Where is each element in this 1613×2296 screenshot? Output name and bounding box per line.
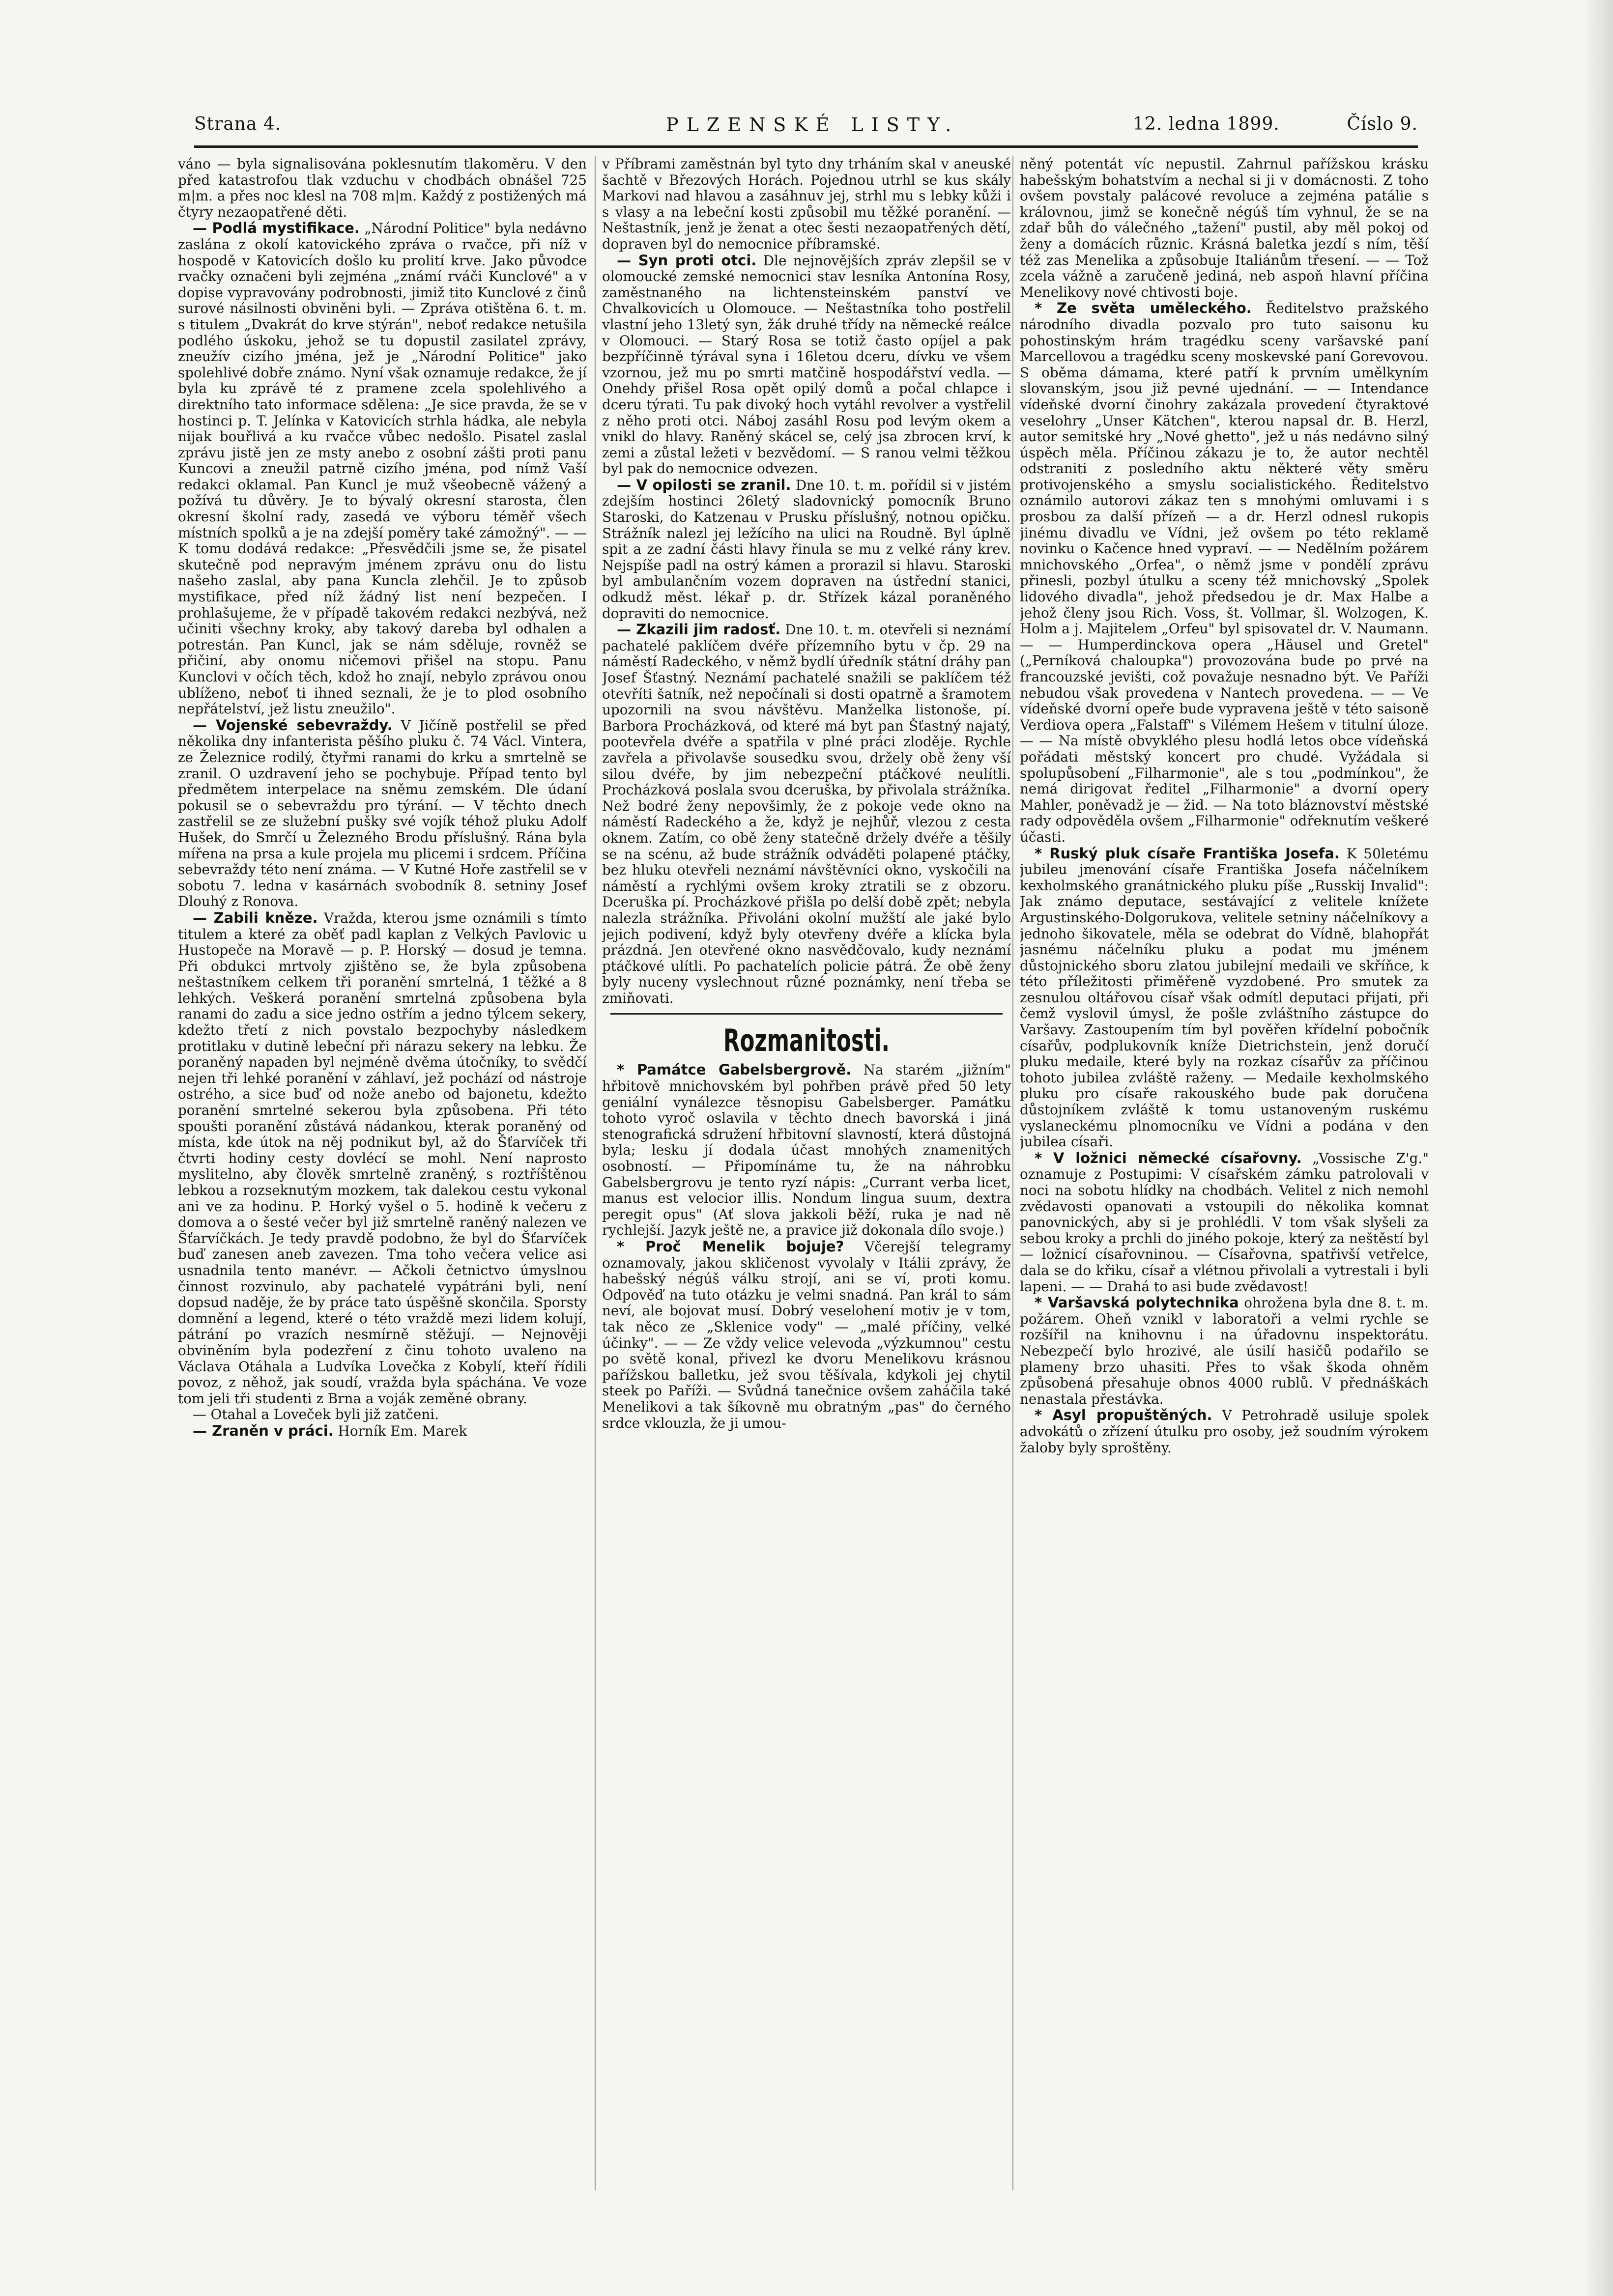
column-2: [602, 156, 1011, 2190]
article-heading: * Památce Gabelsbergrově.: [617, 1061, 852, 1078]
page-header: [194, 114, 1418, 143]
article-text: váno — byla signalisována poklesnutím tlakoměru. V den před katastrofou tlak vzduchu v chodbách obnášel 725 m|m. a přes noc klesl na 708 m|m. Každý z postižených má čtyry nezaopatřené děti.: [178, 156, 587, 220]
article-text: V Jičíně postřelil se před několika dny infanterista pěšího pluku č. 74 Václ. Vintera, ze Železnice rodilý, čtyřmi ranami do krku a smrtelně se zranil. O uzdravení jeho se pochybuje. Případ tento byl předmětem interpelace na sněmu zemském. Dle údaní pokusil se o sebevraždu pro týrání. — V těchto dnech zastřelil se ze služební pušky své vojík téhož pluku Adolf Hušek, do Smrčí u Železného Brodu příslušný. Rána byla mířena na prsa a kule projela mu plicemi i srdcem. Příčina sebevraždy této není známa. — V Kutné Hoře zastřelil se v sobotu 7. ledna v kasárnách svobodník 8. setniny Josef Dlouhý z Ronova.: [178, 717, 587, 910]
article: [602, 622, 1011, 1006]
article: [178, 1423, 587, 1440]
article-text: Vražda, kterou jsme oznámili s tímto titulem a které za oběť padl kaplan z Velkých Pavlovic u Hustopeče na Moravě — p. P. Horský — dosud je temna. Při obdukci mrtvoly zjištěno se, že byla způsobena neštastníkem celkem tři poranění smrtelná, 1 těžké a 8 lehkých. Veškerá poranění smrtelná způsobena byla ranami do zadu a sice jedno ostřím a jedno týlcem sekery, kdežto třetí z nich povstalo bezpochyby následkem protitlaku v dutině lebeční při nárazu sekery na lebku. Že poraněný napaden byl nejméně dvěma útočníky, to svědčí nejen tři lehké poranění v záhlaví, jež pochází od nástroje ostrého, a sice buď od nože anebo od bajonetu, kdežto poranění smrtelné sekerou byla způsobena. Při této spoušti poranění zůstává nádankou, kterak poraněný od místa, kde útok na něj podnikut byl, až do Šťarvíček tři čtvrti hodiny cesty dovlécí se mohl. Není naprosto myslitelno, aby člověk smrtelně zraněný, s roztříštěnou lebkou a rozseknutým mozkem, tak dalekou cestu vykonal ani ve za hodinu. P. Horký vyšel o 5. hodině k večeru z domova a o šesté večer byl již smrtelně raněný nalezen ve Šťarvíčkách. Je tedy pravdě podobno, že byl do Šťarvíček buď zanesen aneb zavezen. Tma toho večera velice asi usnadnila tento manévr. — Ačkoli četnictvo úmyslnou činnost rozvinulo, aby pachatelé vypátráni byli, není dopsud naděje, že by práce tato úspěšně skončila. Sporsty domnění a legend, které o této vraždě mezi lidem kolují, pátrání po vrazích nesmírně stěžují. — Nejnověji obviněním byla podezření z činu tohoto uvaleno na Václava Otáhala a Ludvíka Lovečka z Kobylí, kteří řídili povoz, z něhož, jak soudí, vražda byla spáchána. Ve voze tom jeli tři studenti z Brna a voják zeměné obrany.: [178, 909, 587, 1407]
article-heading: * V ložnici německé císařovny.: [1035, 1149, 1302, 1166]
column-divider: [595, 156, 596, 2190]
article: [1020, 1150, 1429, 1295]
article-text: „Národní Politice" byla nedávno zaslána z okolí katovického zpráva o rvačce, při níž v hospodě v Katovicích došlo ku prolití krve. Jako původce rvačky označeni byli zejména „známí rváči Kunclové" a v dopise vypravovány podrobnosti, jimiž tito Kunclové z činů surové násilnosti obviněni byli. — Zpráva otištěna 6. t. m. s titulem „Dvakrát do krve stýrán", neboť redakce netušila podlého úskoku, jehož se tu dopustil zasilatel zprávy, zneužív cizího jména, jež je „Národní Politice" jako spolehlivé dobře známo. Nyní však oznamuje redakce, že jí byla ku zprávě té z pramene zcela spolehlivého a direktního tato informace sdělena: „Je sice pravda, že se v hostinci p. T. Jelínka v Katovicích strhla hádka, ale nebyla nijak bouřlivá a ku rvačce vůbec nedošlo. Pisatel zaslal zprávu jistě jen ze msty anebo z osobní zášti proti panu Kuncovi a zneužil patrně cizího jména, pod nímž Vaší redakci oklamal. Pan Kuncl je muž všeobecně vážený a požívá tu důvěry. Je to bývalý okresní starosta, člen okresní školní rady, zasedá ve výboru téměř všech místních spolků a je na zdejší poměry také zámožný". — — K tomu dodává redakce: „Přesvědčili jsme se, že pisatel skutečně pod nepravým jménem zprávu onu do listu našeho zaslal, aby pana Kuncla zlehčil. Je to způsob mystifikace, před níž žádný list není bezpečen. I prohlašujeme, že v případě takovém redakci nezbývá, než učiniti všechny kroky, aby takový dareba byl odhalen a potrestán. Pan Kuncl, jak se nám sděluje, rovněž se přičiní, aby onomu ničemovi přišel na stopu. Panu Kunclovi v očích těch, kdož ho znají, nebylo zprávou onou ublíženo, neboť ti ihned seznali, že je to plod osobního nepřátelství, jež listu zneužilo".: [178, 220, 587, 717]
column-divider: [1012, 156, 1013, 2190]
column-3: [1020, 156, 1429, 2190]
article: [178, 220, 587, 717]
article-text: — Otahal a Loveček byli již zatčeni.: [193, 1406, 439, 1423]
column-1: [178, 156, 587, 2190]
article-text: Na starém „jižním" hřbitově mnichovském byl pohřben právě před 50 lety geniální vynálezce těsnopisu Gabelsberger. Památku tohoto vyroč oslavila v těchto dnech bavorská i jiná stenografická sdružení hřbitovní slavností, která důstojná byla; lesku jí dodala účast mnohých znamenitých osobností. — Připomínáme tu, že na náhrobku Gabelsbergrovu je tento ryzí nápis: „Currant verba licet, manus est velocior illis. Nondum lingua suum, dextra peregit opus" (Ať slova jakkoli běží, ruka je nad ně rychlejší. Jazyk ještě ne, a pravice již dokonala dílo svoje.): [602, 1062, 1011, 1239]
article-heading: * Ze světa uměleckého.: [1035, 300, 1252, 317]
article-text: K 50letému jubileu jmenování císaře Františka Josefa náčelníkem kexholmského granátnického pluku píše „Russkij Invalid": Jak známo deputace, sestávající z velitele knížete Argustinského-Dolgorukova, velitele setniny náčelníkovy a jednoho šikovatele, měla se odebrat do Vídně, blahopřát jasnému náčelníku pluku a podat mu jménem důstojnického sboru zlatou jubilejní medaili ve skříňce, k této příležitosti přiměřeně vyzdobené. Pro smutek za zesnulou oltářovou císař však odmítl deputaci přijati, při čemž vyslovil úmysl, že pošle zvláštního zástupce do Varšavy. Zastoupením tím byl pověřen křídelní pobočník císařův, podplukovník kníže Dietrichstein, jenž doručí pluku medaile, které byly na rozkaz císařův za příčinou tohoto jubilea zvláště raženy. — Medaile kexholmského pluku pro císaře rakouského bude pak doručena důstojníkem zvláště k tomu ustanoveným ruskému vyslaneckému plnomocníku ve Vídni a podána v den jubilea císaři.: [1020, 845, 1429, 1150]
article-heading: — Vojenské sebevraždy.: [193, 716, 393, 734]
article-text: V Petrohradě usiluje spolek advokátů o zřízení útulku pro osoby, jež soudním výrokem žaloby byly sproštěny.: [1020, 1407, 1429, 1456]
article: [178, 717, 587, 910]
section-title: Rozmanitosti.: [723, 1022, 890, 1059]
article-text: „Vossische Z'g." oznamuje z Postupimi: V císařském zámku patrolovali v noci na sobotu hlídky na chodbách. Velitel z nich nemohl zvědavosti opanovati a vstoupili do několika komnat panovnických, aby si je prohlédli. V tom však slyšeli za sebou kroky a prchli do jiného pokoje, který za neštěstí byl — ložnicí císařovninou. — Císařovna, spatřivší vetřelce, dala se do křiku, císař a vlétnou přivolali a vytrestali i byli lapeni. — — Drahá to asi bude zvědavost!: [1020, 1150, 1429, 1295]
article: [1020, 300, 1429, 845]
article-heading: * Asyl propuštěných.: [1035, 1407, 1212, 1424]
article: [1020, 846, 1429, 1150]
article-text: Ředitelstvo pražského národního divadla pozvalo pro tuto saisonu ku pohostinským hrám tragédku sceny varšavské paní Marcellovou a tragédku sceny moskevské paní Gorevovou. S oběma dámama, které patří k prvním umělkyním slovanským, jsou již pevné ujednání. — — Intendance vídeňské dvorní činohry zakázala provedení čtyraktové veselohry „Unser Kätchen", kterou napsal dr. B. Herzl, autor semitské hry „Nové ghetto", jež u nás nedávno silný úspěch měla. Příčinou zákazu je to, že autor nechtěl odstraniti z posledního aktu některé věty směru protivojenského a smyslu socialistického. Ředitelstvo oznámilo autorovi zákaz ten s mnohými omluvami i s prosbou za další přízeň — a dr. Herzl odnesl rukopis jinému divadlu ve Vídni, jež ovšem po této reklamě novinku o Kačence hned vypraví. — — Nedělním požárem mnichovského „Orfea", o němž jsme v pondělí zprávu přinesli, pozbyl útulku a sceny též mnichovský „Spolek lidového divadla", jehož předsedou je dr. Max Halbe a jehož členy jsou Rich. Voss, št. Vollmar, šl. Wolzogen, K. Holm a j. Majitelem „Orfeu" byl spisovatel dr. V. Naumann. — — Humperdinckova opera „Häusel und Gretel" („Perníková chaloupka") provozována bude po prvé na francouzské jevišti, což považuje nesnadno být. Ve Paříži nebudou však provedena v Nantech provedena. — — Ve vídeňské dvorní opeře bude vypravena ještě v této saisoně Verdiova opera „Falstaff" s Vilémem Hešem v titulní úloze. — — Na místě obvyklého plesu hodlá letos obce vídeňská pořádati městský koncert pro chudé. Vyžádala si spolupůsobení „Filharmonie", ale s tou „podmínkou", že nemá dirigovat ředitel „Filharmonie" a dvorní opery Mahler, poněvadž je — žid. — Na toto bláznovství městské rady odpověděla ovšem „Filharmonie" odřeknutím veškeré účasti.: [1020, 300, 1429, 845]
article-heading: — Zraněn v práci.: [193, 1422, 334, 1439]
article-heading: — Zabili kněze.: [193, 909, 318, 926]
article-text: Včerejší telegramy oznamovaly, jakou skličenost vyvolaly v Itálii zprávy, že habešský négúš válku strojí, ani se ví, proti komu. Odpověď na tuto otázku je velmi snadná. Pan král to sám neví, ale bojovat musí. Dobrý veselohení motiv je v tom, tak něco ze „Sklenice vody" — „malé příčiny, velké účinky". — — Ze vždy velice velevoda „výzkumnou" cestu po světě konal, přivezl ke dvoru Menelikovu krásnou pařížskou balletku, jež svou těšívala, kdykoli jej chytil steek po Paříži. — Svůdná tanečnice ovšem zaháčila také Menelikovi a tak šíkovně mu obratným „pas" do černého srdce vklouzla, že ji umou-: [602, 1239, 1011, 1431]
article-text: Dle nejnovějších zpráv zlepšil se v olomoucké zemské nemocnici stav lesníka Antonína Rosy, zaměstnaného na lichtensteinském panství ve Chvalkovicích u Olomouce. — Neštastníka toho postřelil vlastní jeho 13letý syn, žák druhé třídy na německé reálce v Olomouci. — Starý Rosa se totiž často opíjel a pak bezpříčinně týrával syna i 16letou dceru, dívku ve všem vzornou, jež mu po smrti matčině hospodářství vedla. — Onehdy přišel Rosa opět opilý domů a počal chlapce i dceru týrati. Tu pak divoký hoch vytáhl revolver a vystřelil z něho proti otci. Náboj zasáhl Rosu pod levým okem a vnikl do hlavy. Raněný skácel se, celý jsa zbrocen krví, k zemi a zůstal ležeti v bezvědomí. — S ranou velmi těžkou byl pak do nemocnice odvezen.: [602, 252, 1011, 477]
article-heading: — V opilosti se zranil.: [617, 476, 791, 493]
article: [602, 253, 1011, 477]
article-text: ohrožena byla dne 8. t. m. požárem. Oheň vznikl v laboratoři a velmi rychle se rozšířil na knihovnu i na úřadovnu inspektorátu. Nebezpečí bylo hrozivé, ale úsilí hasičů podařilo se plameny brzo uhasiti. Přes to však škoda ohněm způsobená přesahuje obnos 4000 rublů. V přednáškách nenastala přestávka.: [1020, 1295, 1429, 1407]
article: [178, 910, 587, 1407]
article: [602, 1239, 1011, 1431]
section-rule: [610, 1013, 1003, 1015]
article-text: v Příbrami zaměstnán byl tyto dny trháním skal v aneuské šachtě v Březových Horách. Pojednou utrhl se kus skály Markovi nad hlavou a zasáhnuv jej, strhl mu s lebky kůži i s vlasy a na lebeční kosti způsobil mu těžké poranění. — Neštastník, jenž je ženat a otec šesti nezaopatřených dětí, dopraven byl do nemocnice příbramské.: [602, 156, 1011, 252]
masthead-title: PLZENSKÉ LISTY.: [666, 114, 959, 136]
article: [1020, 1295, 1429, 1407]
header-rule: [194, 145, 1418, 148]
article: [602, 1062, 1011, 1239]
article: [1020, 1407, 1429, 1456]
article-heading: — Zkazili jim radosť.: [617, 621, 781, 638]
issue-number: Číslo 9.: [1347, 114, 1418, 134]
article-heading: — Syn proti otci.: [617, 252, 757, 269]
issue-date: 12. ledna 1899.: [1133, 114, 1280, 134]
article-text: něný potentát víc nepustil. Zahrnul pařížskou krásku habešským bohatstvím a nechal si ji v domácnosti. Z toho ovšem povstaly palácové revoluce a zejména patálie s královnou, jimž se konečně négúš tím vyhnul, že se na zdař bůh do válečného „tažení" pustil, aby měl pokoj od ženy a domácích různic. Krásná baletka jezdí s ním, těší též zas Menelika a způsobuje Italiánům třesení. — — Tož zcela vážně a zaručeně jediná, neb aspoň hlavní příčina Menelikovy nové chtivosti boje.: [1020, 156, 1429, 300]
article: [602, 477, 1011, 622]
article-heading: * Proč Menelik bojuje?: [617, 1238, 844, 1255]
article-text: Dne 10. t. m. pořídil si v jistém zdejším hostinci 26letý sladovnický pomocník Bruno Staroski, do Katzenau v Prusku příslušný, notnou opičku. Strážník nalezl jej ležícího na ulici na Roudně. Byl úplně spit a ze zadní části hlavy řinula se mu z velké rány krev. Nejspíše padl na ostrý kámen a prorazil si hlavu. Staroski byl ambulančním vozem dopraven na ústřední stanici, odkudž měst. lékař p. dr. Střízek kázal poraněného dopraviti do nemocnice.: [602, 477, 1011, 622]
page-number: Strana 4.: [194, 114, 282, 134]
article-text: Horník Em. Marek: [338, 1422, 467, 1439]
article-heading: — Podlá mystifikace.: [193, 220, 360, 237]
article-text: Dne 10. t. m. otevřeli si neznámí pachatelé paklíčem dvéře přízemního bytu v čp. 29 na náměstí Radeckého, v němž bydlí úředník státní dráhy pan Josef Šťastný. Neznámí pachatelé snažili se paklíčem též otevříti šatník, než nepočínali si dosti opatrně a šramotem upozornili na svou návštěvu. Manželka listonoše, pí. Barbora Procházková, od které má byt pan Šťastný najatý, pootevřela dvéře a spatřila v plné práci zloděje. Rychle zavřela a přivolavše sousedku svou, držely obě ženy vší silou dvéře, by jim nebezpeční ptáčkové neulítli. Procházková poslala svou dceruška, by přivolala strážníka. Než bodré ženy nepovšimly, že z pokoje vede okno na náměstí Radeckého a že, když je nejhůř, vlezou z cesta oknem. Zatím, co obě ženy statečně držely dvéře a těšily se na scénu, až bude strážník odváděti polapené ptáčky, bez hluku otevřeli neznámí návštěvníci okno, vyskočili na náměstí a rychlými ovšem kroky ztratili se z obzoru. Dceruška pí. Procházkové přišla po delší době zpět; nebyla nalezla strážníka. Přivoláni okolní mužští ale jaké bylo jejich podivení, když byly otevřeny dvéře a klícka byla prázdná. Jen otevřené okno nasvědčovalo, kudy neznámí ptáčkové ulítli. Po pachatelích policie pátrá. Že obě ženy byly nuceny vyslechnout různé poznámky, není třeba se zmiňovati.: [602, 622, 1011, 1006]
page-edge-shadow: [1584, 0, 1613, 2296]
article-heading: * Ruský pluk císaře Františka Josefa.: [1035, 845, 1340, 862]
article-heading: * Varšavská polytechnika: [1035, 1294, 1239, 1311]
